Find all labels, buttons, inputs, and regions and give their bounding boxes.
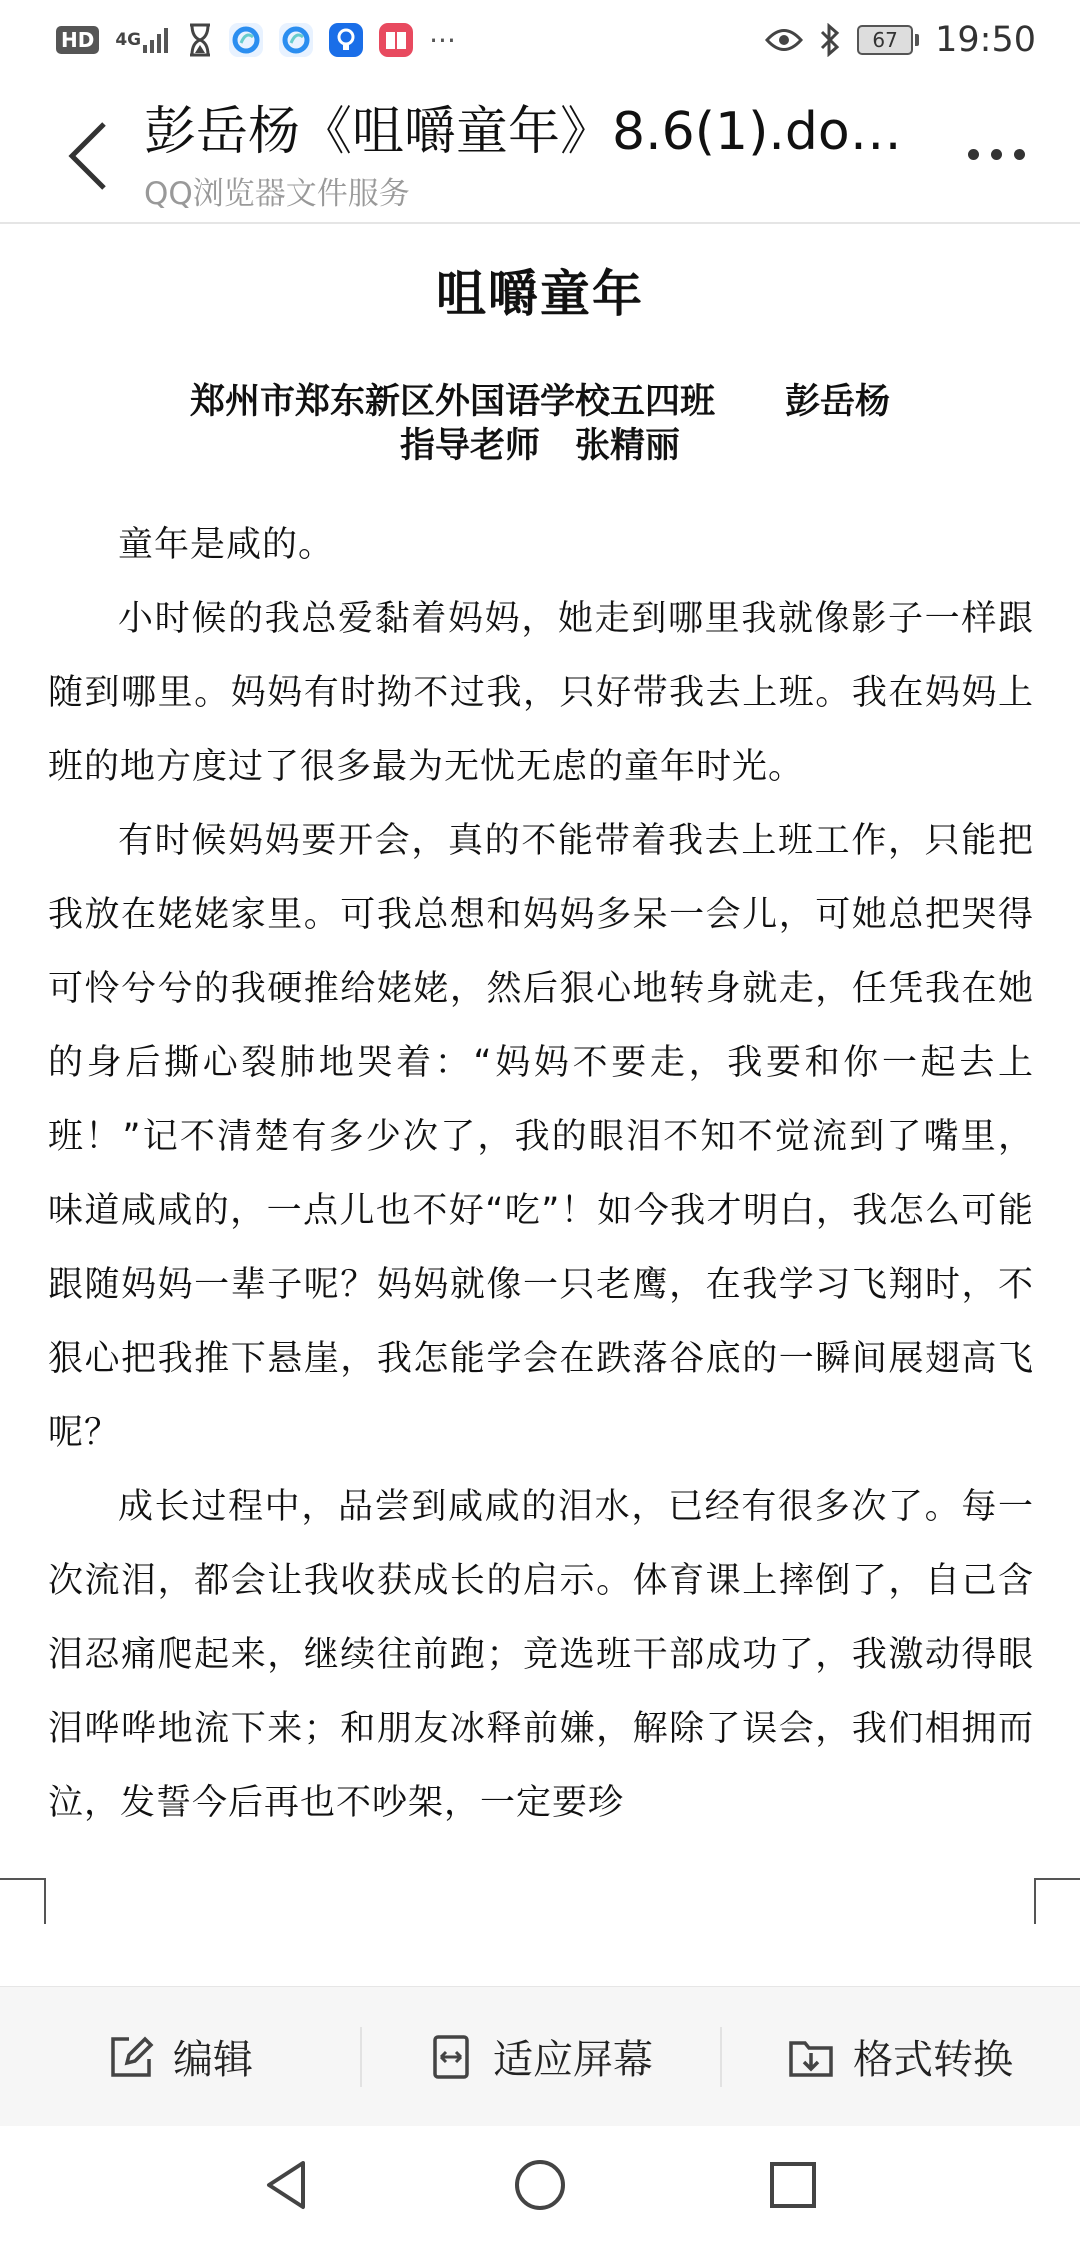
more-notifications-icon: ··· [429,23,456,57]
document-viewer[interactable] [0,226,1080,1986]
status-right [765,20,1036,60]
hd-badge: HD [56,26,99,54]
system-nav-bar [0,2126,1080,2244]
edit-button[interactable] [0,1987,360,2126]
signal-icon [115,25,171,55]
edit-icon [107,2033,155,2081]
document-heading: 咀嚼童年 [436,265,644,323]
more-dot-icon [991,149,1002,160]
qq-browser-icon [279,23,313,57]
battery-icon [857,25,919,55]
book-app-icon [379,23,413,57]
author-line: 郑州市郑东新区外国语学校五四班 彭岳杨 [189,382,890,422]
document-body [0,508,1080,1840]
fit-screen-label: 适应屏幕 [493,2037,653,2083]
more-options-button[interactable] [958,124,1034,184]
battery-level: 67 [857,25,913,55]
document-meta [0,380,1080,468]
more-dot-icon [1014,149,1025,160]
fit-screen-icon [427,2033,475,2081]
status-left [56,23,456,57]
nav-recents-button[interactable] [758,2150,828,2220]
paragraph: 小时候的我总爱黏着妈妈，她走到哪里我就像影子一样跟随到哪里。妈妈有时拗不过我，只好带我去上班。我在妈妈上班的地方度过了很多最为无忧无虑的童年时光。 [48,599,1034,787]
document-title: 彭岳杨《咀嚼童年》8.6(1).do… [144,102,902,162]
status-bar [0,0,1080,80]
network-type-label: 4G [115,30,142,50]
chevron-left-icon [66,120,110,192]
nav-home-button[interactable] [505,2150,575,2220]
triangle-back-icon [259,2157,315,2213]
folder-download-icon [787,2033,835,2081]
more-dot-icon [968,149,979,160]
page-corner-mark-right [1034,1878,1080,1924]
back-button[interactable] [58,116,118,196]
title-wrap [144,98,904,213]
paragraph: 童年是咸的。 [118,525,335,565]
eye-icon [765,27,803,53]
app-bar [0,90,1080,224]
page-corner-mark-left [0,1878,46,1924]
clock: 19:50 [935,20,1036,60]
format-convert-label: 格式转换 [853,2037,1013,2083]
fit-screen-button[interactable] [360,1987,720,2126]
bottom-toolbar [0,1986,1080,2126]
teacher-line: 指导老师 张精丽 [399,426,680,466]
lightbulb-app-icon [329,23,363,57]
qq-browser-icon [229,23,263,57]
bluetooth-icon [819,23,841,57]
paragraph: 有时候妈妈要开会，真的不能带着我去上班工作，只能把我放在姥姥家里。可我总想和妈妈多呆一会儿，可她总把哭得可怜兮兮的我硬推给姥姥，然后狠心地转身就走，任凭我在她的身后撕心裂肺地哭着：“妈妈不要走，我要和你一起去上班！”记不清楚有多少次了，我的眼泪不知不觉流到了嘴里，味道咸咸的，一点儿也不好“吃”！如今我才明白，我怎么可能跟随妈妈一辈子呢？妈妈就像一只老鹰，在我学习飞翔时，不狠心把我推下悬崖，我怎能学会在跌落谷底的一瞬间展翅高飞呢？ [48,821,1034,1453]
format-convert-button[interactable] [720,1987,1080,2126]
hourglass-icon [187,23,213,57]
nav-back-button[interactable] [252,2150,322,2220]
square-recents-icon [765,2157,821,2213]
document-subtitle: QQ浏览器文件服务 [144,176,410,212]
edit-label: 编辑 [173,2037,253,2083]
circle-home-icon [512,2157,568,2213]
paragraph: 成长过程中，品尝到咸咸的泪水，已经有很多次了。每一次流泪，都会让我收获成长的启示。体育课上摔倒了，自己含泪忍痛爬起来，继续往前跑；竞选班干部成功了，我激动得眼泪哗哗地流下来；和朋友冰释前嫌，解除了误会，我们相拥而泣，发誓今后再也不吵架，一定要珍 [48,1487,1034,1823]
